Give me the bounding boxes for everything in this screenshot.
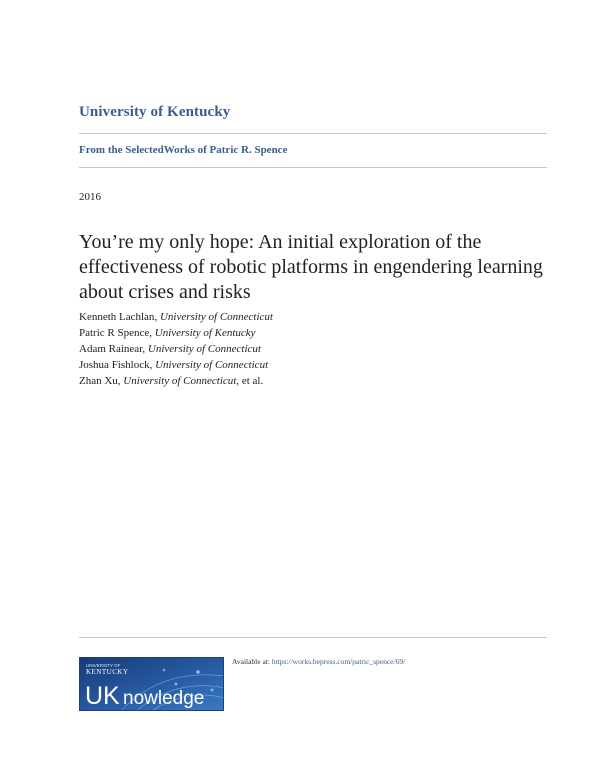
header-divider-bottom [79,167,547,168]
article-title: You’re my only hope: An initial exploration of the effectiveness of robotic platforms in engendering learning about crises and risks [79,231,543,303]
logo-knowledge: nowledge [123,688,205,709]
uknowledge-logo[interactable] [79,657,224,711]
author-entry: Kenneth Lachlan, University of Connecticut [79,311,273,323]
uknowledge-logo-graphic [80,658,224,711]
header-divider-top [79,133,547,134]
author-name: Zhan Xu [79,375,118,387]
author-affiliation: University of Connecticut [123,375,237,387]
selectedworks-collection-link[interactable]: From the SelectedWorks of Patric R. Spence [79,144,288,156]
repository-url-link[interactable]: https://works.bepress.com/patric_spence/69/ [271,657,406,666]
logo-kentucky: KENTUCKY [86,668,129,676]
author-list [79,309,273,389]
author-affiliation: University of Connecticut [159,311,273,323]
institution-name[interactable]: University of Kentucky [79,104,231,120]
author-name: Patric R Spence [79,327,150,339]
availability-note [232,657,405,666]
author-entry: Adam Rainear, University of Connecticut [79,343,261,355]
author-affiliation: University of Connecticut [147,343,261,355]
author-entry: Patric R Spence, University of Kentucky [79,327,256,339]
footer-divider [79,637,547,638]
author-name: Kenneth Lachlan [79,311,155,323]
author-affiliation: University of Kentucky [154,327,256,339]
author-entry: Zhan Xu, University of Connecticut, et al. [79,375,264,387]
logo-university-of: UNIVERSITY OF [86,663,121,668]
publication-year: 2016 [79,191,101,203]
author-name: Joshua Fishlock [79,359,150,371]
available-label: Available at: [232,657,270,666]
author-entry: Joshua Fishlock, University of Connecticut [79,359,269,371]
et-al-suffix: , et al. [236,375,264,387]
author-name: Adam Rainear [79,343,143,355]
author-affiliation: University of Connecticut [155,359,269,371]
logo-uk: UK [85,682,120,710]
